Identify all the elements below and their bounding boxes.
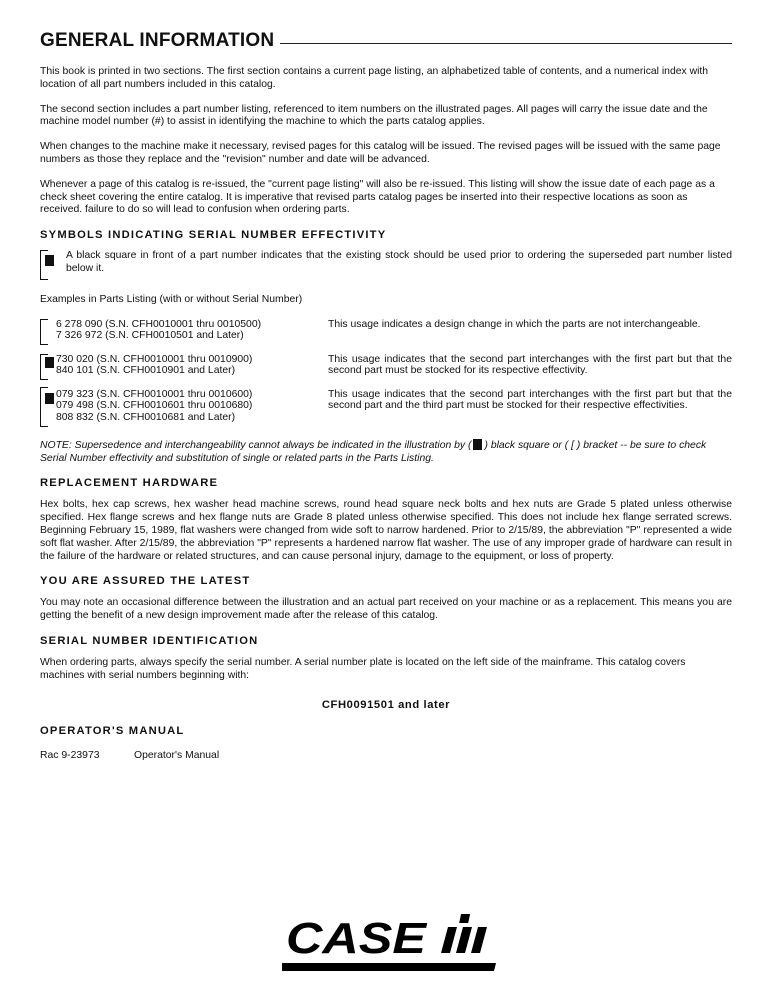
part-line: 808 832 (S.N. CFH0010681 and Later) — [56, 411, 236, 423]
intro-paragraph: When changes to the machine make it necessary, revised pages for this catalog will be issued. The revised pages will be issued with the same page numbers as those they replace and the "revision" number and date will be advanced. — [40, 141, 721, 165]
part-line: 079 323 (S.N. CFH0010001 thru 0010600) — [56, 388, 253, 400]
title-rule — [280, 43, 732, 44]
manual-name: Operator's Manual — [134, 749, 220, 761]
ih-symbol — [441, 914, 487, 953]
manual-heading: OPERATOR'S MANUAL — [40, 724, 185, 737]
intro-paragraph: The second section includes a part number listing, referenced to item numbers on the illustrated pages. All pages will carry the issue date and the machine model number (#) to assist in identifying the machine to which the parts catalog applies. — [40, 103, 708, 128]
example-description: This usage indicates that the second part interchanges with the first part but that the second part must be stocked for its respective effectivity. — [328, 353, 732, 377]
bracket-square-symbol — [40, 387, 56, 427]
example-parts — [40, 319, 328, 342]
page-title: GENERAL INFORMATION — [40, 30, 275, 51]
serial-number-value: CFH0091501 and later — [321, 698, 451, 711]
example-parts — [40, 354, 328, 377]
serial-text: When ordering parts, always specify the serial number. A serial number plate is located on the left side of the mainframe. This catalog covers machines with serial numbers beginning with: — [40, 657, 686, 681]
note-text: NOTE: Supersedence and interchangeability cannot always be indicated in the illustration by ( — [40, 440, 472, 452]
examples-label: Examples in Parts Listing (with or without Serial Number) — [40, 294, 303, 306]
symbols-heading: SYMBOLS INDICATING SERIAL NUMBER EFFECTIVITY — [40, 229, 387, 242]
black-square-explanation — [40, 250, 732, 280]
latest-text: You may note an occasional difference between the illustration and an actual part received on your machine or as a replacement. This means you are getting the benefit of a new design improvement made after the release of this catalog. — [40, 597, 732, 622]
document-page — [40, 30, 732, 761]
logo-underline-bar — [282, 963, 496, 971]
example-row — [40, 389, 732, 424]
manual-row — [40, 750, 732, 761]
intro-paragraph: This book is printed in two sections. The first section contains a current page listing, an alphabetized table of contents, and a numerical index with location of all part numbers included in this catalog. — [40, 66, 709, 90]
example-row — [40, 354, 732, 377]
example-parts — [40, 389, 328, 424]
example-description: This usage indicates that the second part interchanges with the first part but that the second part and the third part must be stocked for their respective effectivities. — [328, 388, 732, 412]
part-line: 6 278 090 (S.N. CFH0010001 thru 0010500) — [56, 318, 262, 330]
part-line: 730 020 (S.N. CFH0010001 thru 0010900) — [56, 353, 253, 365]
part-line: 840 101 (S.N. CFH0010901 and Later) — [56, 365, 236, 377]
hardware-heading: REPLACEMENT HARDWARE — [40, 477, 219, 490]
title-row — [40, 30, 732, 52]
case-ih-logo — [282, 905, 502, 977]
hardware-text: Hex bolts, hex cap screws, hex washer head machine screws, round head square neck bolts and hex nuts are Grade 5 plated unless otherwise specified. Hex flange screws and hex flange nuts are Grade 8 plated unless otherwise specified. This does not include hex flange serrated screws. Beginning February 15, 1989, flat washers were changed from wide soft to narrow hardened. Prior to 2/15/89, the abbreviation "P" represented a wide soft flat washer. After 2/15/89, the abbreviation "P" represents a hardened narrow flat washer. The use of any improper grade of hardware can result in the failure of the hardware or related structures, and can cause personal injury, damage to the equipment, or loss of property. — [40, 499, 732, 562]
black-square-icon — [473, 439, 482, 450]
black-square-text: A black square in front of a part number indicates that the existing stock should be used prior to ordering the superseded part number listed below it. — [66, 250, 732, 274]
bracket-square-symbol — [40, 250, 56, 280]
note-text: ) black square or ( [ ) bracket -- be sure to check Serial Number effectivity and substitution of single or related parts in the Parts Listing. — [40, 440, 707, 465]
bracket-square-symbol — [40, 354, 56, 380]
bracket-symbol — [40, 319, 56, 345]
note-paragraph — [40, 439, 732, 465]
latest-heading: YOU ARE ASSURED THE LATEST — [40, 575, 251, 588]
part-line: 079 498 (S.N. CFH0010601 thru 0010680) — [56, 400, 253, 412]
intro-paragraph: Whenever a page of this catalog is re-issued, the "current page listing" will also be re-issued. This listing will show the issue date of each page as a check sheet covering the entire catalog. It is imperative that revised parts catalog pages be inserted into their respective locations as soon as received. failure to do so will lead to confusion when ordering parts. — [40, 178, 715, 216]
part-line: 7 326 972 (S.N. CFH0010501 and Later) — [56, 330, 244, 342]
serial-heading: SERIAL NUMBER IDENTIFICATION — [40, 635, 259, 648]
example-description: This usage indicates a design change in which the parts are not interchangeable. — [328, 318, 701, 330]
example-row — [40, 319, 732, 342]
case-wordmark: CASE — [286, 914, 428, 963]
case-logo-text — [286, 914, 428, 963]
manual-number: Rac 9-23973 — [40, 749, 100, 761]
